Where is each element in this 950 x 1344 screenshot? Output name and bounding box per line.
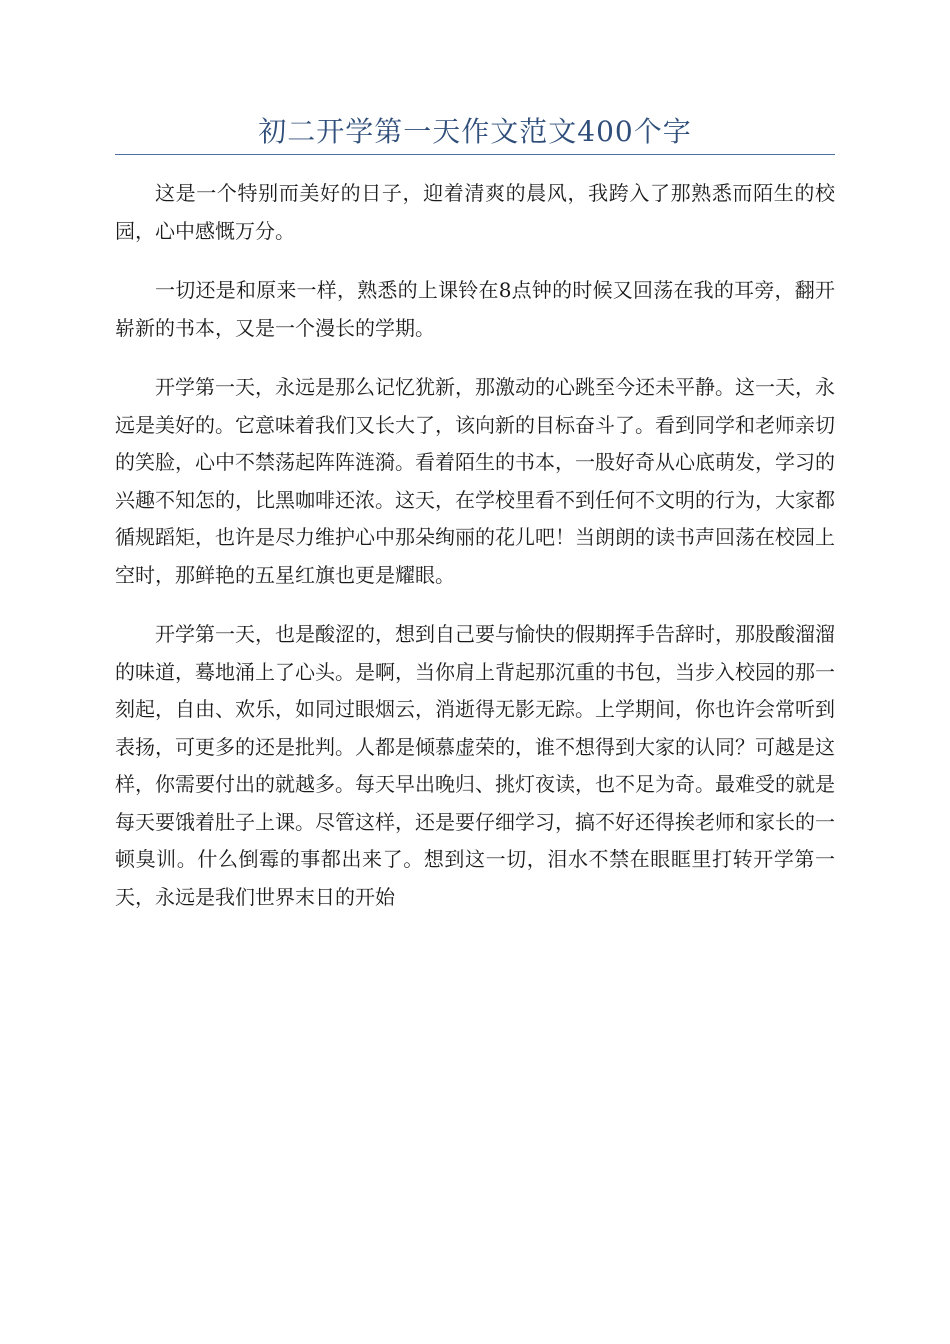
document-body [115,175,835,938]
document-title: 初二开学第一天作文范文400个字 [258,115,692,148]
title-underline [115,154,835,155]
paragraph-3: 开学第一天，永远是那么记忆犹新，那激动的心跳至今还未平静。这一天，永远是美好的。它意味着我们又长大了，该向新的目标奋斗了。看到同学和老师亲切的笑脸，心中不禁荡起阵阵涟漪。看着陌生的书本，一股好奇从心底萌发，学习的兴趣不知怎的，比黑咖啡还浓。这天，在学校里看不到任何不文明的行为，大家都循规蹈矩，也许是尽力维护心中那朵绚丽的花儿吧！当朗朗的读书声回荡在校园上空时，那鲜艳的五星红旗也更是耀眼。 [115,375,835,587]
paragraph-1: 这是一个特别而美好的日子，迎着清爽的晨风，我跨入了那熟悉而陌生的校园，心中感慨万分。 [115,181,835,243]
paragraph-2: 一切还是和原来一样，熟悉的上课铃在8点钟的时候又回荡在我的耳旁，翻开崭新的书本，又是一个漫长的学期。 [115,278,835,340]
paragraph-4: 开学第一天，也是酸涩的，想到自己要与愉快的假期挥手告辞时，那股酸溜溜的味道，蓦地涌上了心头。是啊，当你肩上背起那沉重的书包，当步入校园的那一刻起，自由、欢乐，如同过眼烟云，消逝得无影无踪。上学期间，你也许会常听到表扬，可更多的还是批判。人都是倾慕虚荣的，谁不想得到大家的认同？可越是这样，你需要付出的就越多。每天早出晚归、挑灯夜读，也不足为奇。最难受的就是每天要饿着肚子上课。尽管这样，还是要仔细学习，搞不好还得挨老师和家长的一顿臭训。什么倒霉的事都出来了。想到这一切，泪水不禁在眼眶里打转开学第一天，永远是我们世界末日的开始 [115,622,835,909]
